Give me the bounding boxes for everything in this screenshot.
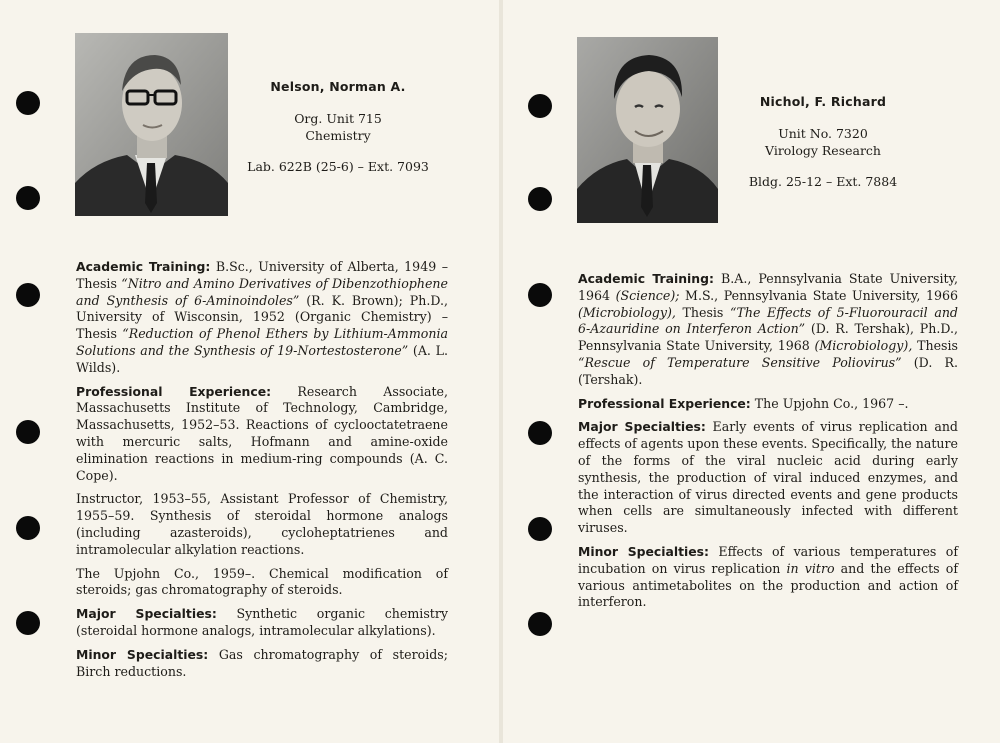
- binder-hole: [528, 421, 552, 445]
- academic-training: Academic Training: B.A., Pennsylvania State University, 1964 (Science); M.S., Pennsylvania State University, 1966 (Microbiology), Thesis “The Effects of 5-Fluorouracil and 6-Azauridine on Interferon Action” (D. R. Tershak), Ph.D., Pennsylvania State University, 1968 (Microbiology), Thesis “Rescue of Temperature Sensitive Poliovirus” (D. R. (Tershak).: [578, 271, 958, 387]
- binder-hole: [528, 187, 552, 211]
- unit-number: Unit No. 7320: [778, 126, 868, 141]
- section-label: Major Specialties:: [76, 606, 217, 622]
- binder-hole: [528, 517, 552, 541]
- section-label: Academic Training:: [76, 259, 211, 274]
- portrait-photo: [577, 37, 718, 223]
- right-page: [503, 0, 1000, 743]
- section-label: Professional Experience:: [578, 395, 751, 411]
- binder-hole: [16, 420, 40, 444]
- left-page: [0, 0, 499, 743]
- portrait-photo: [75, 33, 228, 216]
- person-name: Nelson, Norman A.: [270, 79, 406, 94]
- biography: [578, 271, 958, 618]
- org-unit: Org. Unit 715: [294, 111, 382, 126]
- location-extension: Lab. 622B (25-6) – Ext. 7093: [247, 159, 429, 174]
- binder-hole: [528, 283, 552, 307]
- academic-training: Academic Training: B.Sc., University of Alberta, 1949 – Thesis “Nitro and Amino Derivatives of Dibenzothiophene and Synthesis of 6-Aminoindoles” (R. K. Brown); Ph.D., University of Wisconsin, 1952 (Organic Chemistry) – Thesis “Reduction of Phenol Ethers by Lithium-Ammonia Solutions and the Synthesis of 19-Nortestosterone” (A. L. Wilds).: [76, 259, 449, 375]
- binder-hole: [16, 516, 40, 540]
- major-specialties: Major Specialties: Synthetic organic chemistry (steroidal hormone analogs, intramolecular alkylations).: [76, 606, 448, 638]
- section-label: Academic Training:: [578, 271, 714, 286]
- major-specialties: Major Specialties: Early events of virus replication and effects of agents upon these events. Specifically, the nature of the forms of the viral nucleic acid during early synthesis, the production of viral induced enzymes, and the interaction of virus directed events and gene products when cells are simultaneously infected with different viruses.: [578, 419, 958, 536]
- section-label: Professional Experience:: [76, 383, 272, 399]
- binder-hole: [16, 283, 40, 307]
- location-extension: Bldg. 25-12 – Ext. 7884: [748, 174, 898, 189]
- person-header: [723, 93, 923, 190]
- person-header: [238, 78, 438, 175]
- biography: [76, 259, 448, 687]
- binder-hole: [16, 91, 40, 115]
- professional-experience: Professional Experience: Research Associate, Massachusetts Institute of Technology, Cambridge, Massachusetts, 1952–53. Reactions of cyclooctatetraene with mercuric salts, Hofmann and amine-oxide elimination reactions in medium-ring compounds (A. C. Cope).: [76, 383, 448, 483]
- department: Chemistry: [305, 128, 371, 143]
- section-label: Minor Specialties:: [578, 543, 710, 559]
- binder-hole: [16, 611, 40, 635]
- instructor-paragraph: Instructor, 1953–55, Assistant Professor of Chemistry, 1955–59. Synthesis of steroidal hormone analogs (including azasteroids), cycloheptatrienes and intramolecular alkylation reactions.: [76, 491, 448, 557]
- upjohn-paragraph: The Upjohn Co., 1959–. Chemical modification of steroids; gas chromatography of steroids.: [76, 565, 448, 598]
- person-name: Nichol, F. Richard: [759, 94, 887, 109]
- professional-experience: Professional Experience: The Upjohn Co., 1967 –.: [578, 395, 909, 411]
- binder-hole: [16, 186, 40, 210]
- section-label: Minor Specialties:: [76, 646, 209, 662]
- department: Virology Research: [765, 143, 881, 158]
- section-label: Major Specialties:: [578, 419, 706, 435]
- minor-specialties: Minor Specialties: Gas chromatography of steroids; Birch reductions.: [76, 646, 448, 679]
- binder-hole: [528, 612, 552, 636]
- binder-hole: [528, 94, 552, 118]
- minor-specialties: Minor Specialties: Effects of various temperatures of incubation on virus replication in vitro and the effects of various antimetabolites on the production and action of interferon.: [578, 543, 958, 610]
